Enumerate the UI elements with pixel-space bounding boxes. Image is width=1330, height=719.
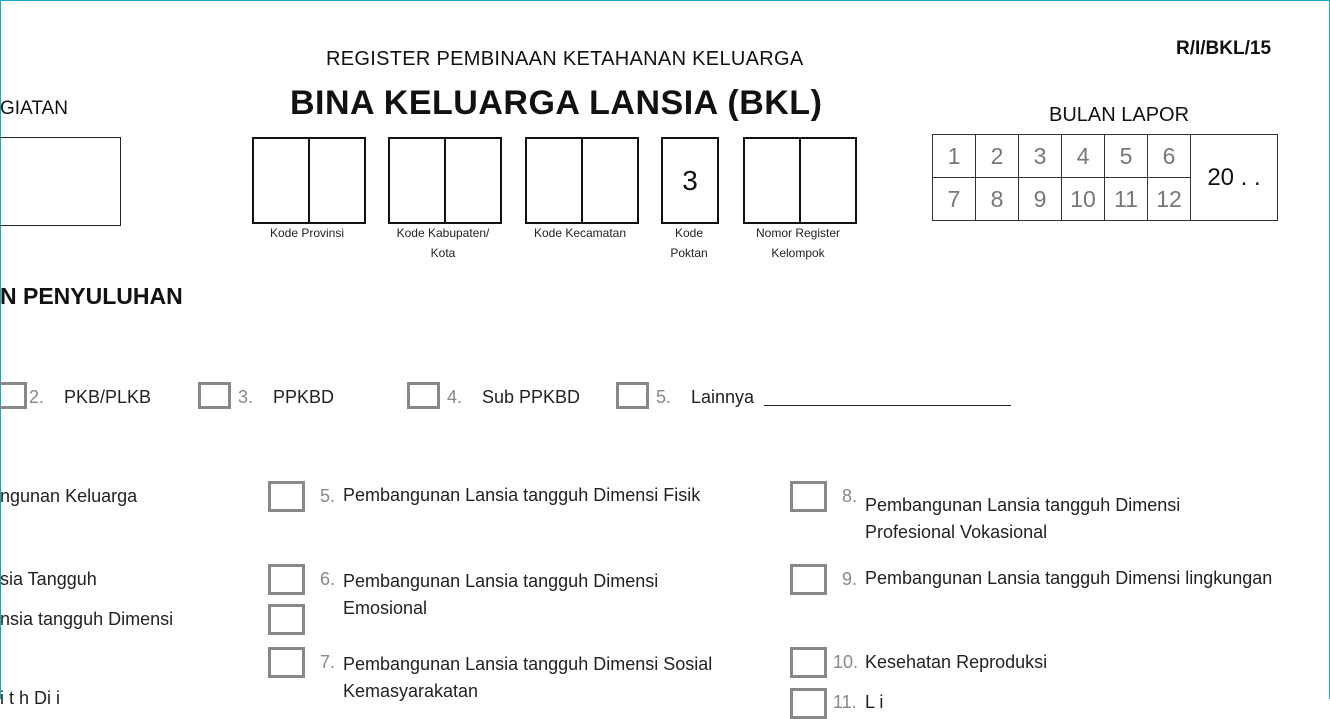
- digit-box[interactable]: [583, 139, 637, 222]
- materi-10-label: Kesehatan Reproduksi: [865, 652, 1048, 672]
- checkbox-materi-extra[interactable]: [268, 604, 305, 635]
- label-line: Profesional Vokasional: [865, 522, 1048, 542]
- option-number: 8.: [842, 486, 858, 506]
- checkbox-materi-5[interactable]: [268, 481, 305, 512]
- label-line: Pembangunan Lansia tangguh Dimensi: [343, 571, 659, 591]
- caption-text: Poktan: [670, 246, 708, 260]
- digit-box[interactable]: [254, 139, 310, 222]
- option-number: 10.: [833, 652, 859, 672]
- option-number: 6.: [320, 569, 336, 589]
- option-number: 5.: [656, 387, 672, 407]
- caption-text: Kota: [430, 246, 456, 260]
- digit-box[interactable]: [527, 139, 583, 222]
- materi-8-label: [865, 492, 1180, 546]
- materi-left-2: sia Tangguh: [0, 569, 97, 589]
- form-title: BINA KELUARGA LANSIA (BKL): [290, 84, 823, 122]
- month-cell[interactable]: 6: [1148, 135, 1191, 178]
- option-number: 7.: [320, 652, 336, 672]
- month-cell[interactable]: 8: [976, 178, 1019, 221]
- option-label-sub-ppkbd: Sub PPKBD: [482, 387, 581, 407]
- month-cell[interactable]: 3: [1019, 135, 1062, 178]
- materi-7-label: [343, 651, 712, 705]
- lainnya-blank-line[interactable]: [764, 405, 1011, 406]
- checkbox-ppkbd[interactable]: [198, 382, 231, 409]
- caption-text: Kode Kecamatan: [533, 226, 627, 240]
- kegiatan-label: GIATAN: [0, 98, 68, 119]
- digit-box[interactable]: [745, 139, 801, 222]
- digit-box[interactable]: [801, 139, 855, 222]
- caption-text: Kode: [674, 226, 704, 240]
- option-label-lainnya: Lainnya: [691, 387, 755, 407]
- nomor-register-caption: [738, 223, 858, 263]
- materi-left-1: ngunan Keluarga: [0, 486, 138, 506]
- caption-text: Kelompok: [771, 246, 825, 260]
- caption-text: Nomor Register: [755, 226, 841, 240]
- month-cell[interactable]: 9: [1019, 178, 1062, 221]
- option-number: 11.: [833, 692, 857, 712]
- nomor-register-boxes[interactable]: [743, 137, 857, 224]
- month-cell[interactable]: 5: [1105, 135, 1148, 178]
- option-number: 4.: [447, 387, 463, 407]
- checkbox-lainnya[interactable]: [616, 382, 649, 409]
- option-number: 9.: [842, 569, 858, 589]
- digit-box[interactable]: [390, 139, 446, 222]
- option-number: 3.: [238, 387, 254, 407]
- month-cell[interactable]: 12: [1148, 178, 1191, 221]
- kegiatan-input-box[interactable]: [0, 137, 121, 226]
- digit-box[interactable]: [446, 139, 500, 222]
- materi-left-3: nsia tangguh Dimensi: [0, 609, 174, 629]
- checkbox-materi-8[interactable]: [790, 481, 827, 512]
- checkbox-sub-ppkbd[interactable]: [407, 382, 440, 409]
- kode-provinsi-caption: [252, 223, 362, 243]
- label-line: Pembangunan Lansia tangguh Dimensi Sosial: [343, 654, 713, 674]
- month-cell[interactable]: 7: [933, 178, 976, 221]
- section-heading: N PENYULUHAN: [0, 283, 183, 309]
- checkbox-materi-11[interactable]: [790, 688, 827, 719]
- option-label-ppkbd: PPKBD: [273, 387, 335, 407]
- kode-poktan-box[interactable]: 3: [661, 137, 719, 224]
- materi-left-4: i t h Di i: [0, 688, 61, 708]
- label-line: Pembangunan Lansia tangguh Dimensi: [865, 495, 1181, 515]
- digit-box[interactable]: [310, 139, 364, 222]
- materi-5-label: Pembangunan Lansia tangguh Dimensi Fisik: [343, 485, 701, 505]
- checkbox-materi-9[interactable]: [790, 564, 827, 595]
- checkbox-materi-10[interactable]: [790, 647, 827, 678]
- month-cell[interactable]: 1: [933, 135, 976, 178]
- kode-kabupaten-boxes[interactable]: [388, 137, 502, 224]
- materi-11-label: L i: [865, 692, 884, 712]
- option-label-pkb: PKB/PLKB: [64, 387, 152, 407]
- month-cell[interactable]: 2: [976, 135, 1019, 178]
- checkbox-materi-6[interactable]: [268, 564, 305, 595]
- option-number: 5.: [320, 486, 336, 506]
- month-cell[interactable]: 4: [1062, 135, 1105, 178]
- label-line: Kemasyarakatan: [343, 681, 479, 701]
- month-cell[interactable]: 11: [1105, 178, 1148, 221]
- year-cell[interactable]: 20 . .: [1191, 135, 1278, 221]
- form-subtitle: REGISTER PEMBINAAN KETAHANAN KELUARGA: [326, 48, 804, 70]
- option-number: 2.: [29, 387, 45, 407]
- materi-6-label: [343, 568, 658, 622]
- label-line: Emosional: [343, 598, 428, 618]
- checkbox-materi-7[interactable]: [268, 647, 305, 678]
- kode-kecamatan-caption: [520, 223, 640, 243]
- kode-poktan-caption: [651, 223, 727, 263]
- materi-9-label: Pembangunan Lansia tangguh Dimensi lingkungan: [865, 568, 1273, 588]
- kode-provinsi-boxes[interactable]: [252, 137, 366, 224]
- form-code: R/I/BKL/15: [1176, 38, 1272, 59]
- kode-kecamatan-boxes[interactable]: [525, 137, 639, 224]
- month-cell[interactable]: 10: [1062, 178, 1105, 221]
- bulan-lapor-label: BULAN LAPOR: [1049, 104, 1190, 126]
- kode-kabupaten-caption: [383, 223, 503, 263]
- bulan-lapor-grid: [932, 134, 1278, 221]
- caption-text: Kode Provinsi: [269, 226, 345, 240]
- caption-text: Kode Kabupaten/: [396, 226, 490, 240]
- checkbox-pkb[interactable]: [0, 382, 27, 409]
